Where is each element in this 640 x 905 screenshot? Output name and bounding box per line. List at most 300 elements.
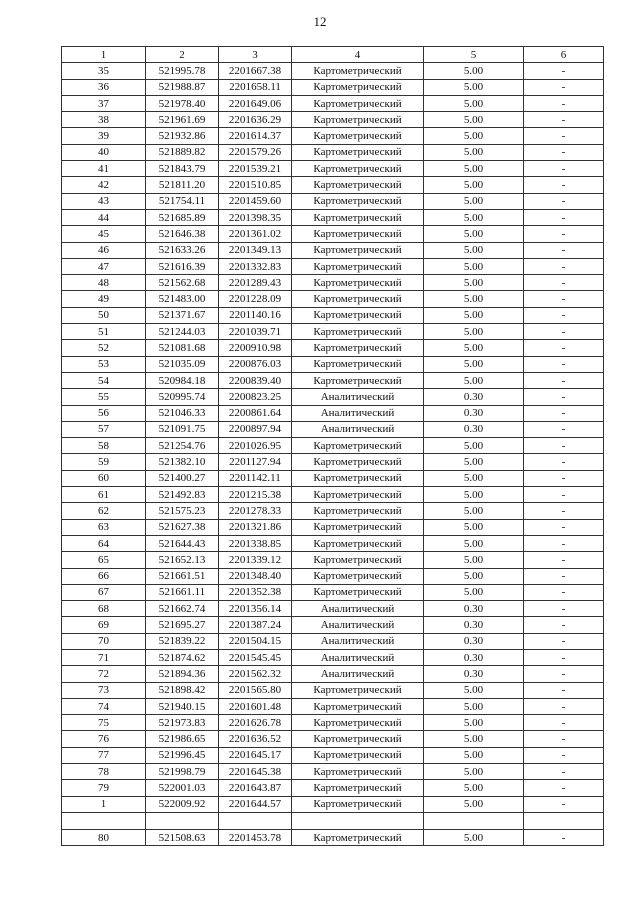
accuracy-cell: 0.30 — [424, 633, 524, 649]
y-coordinate-cell: 2201026.95 — [219, 438, 292, 454]
x-coordinate-cell: 521978.40 — [146, 95, 219, 111]
method-cell: Картометрический — [292, 682, 424, 698]
table-row — [62, 731, 604, 747]
method-cell: Картометрический — [292, 780, 424, 796]
accuracy-cell: 5.00 — [424, 698, 524, 714]
y-coordinate-cell: 2201636.29 — [219, 112, 292, 128]
table-row — [62, 63, 604, 79]
table-row — [62, 193, 604, 209]
x-coordinate-cell: 521695.27 — [146, 617, 219, 633]
note-cell: - — [524, 601, 604, 617]
x-coordinate-cell: 521995.78 — [146, 63, 219, 79]
column-header: 1 — [62, 47, 146, 63]
table-row — [62, 584, 604, 600]
y-coordinate-cell: 2200876.03 — [219, 356, 292, 372]
table-row — [62, 633, 604, 649]
method-cell: Аналитический — [292, 666, 424, 682]
note-cell: - — [524, 698, 604, 714]
method-cell: Картометрический — [292, 764, 424, 780]
y-coordinate-cell: 2201352.38 — [219, 584, 292, 600]
method-cell: Картометрический — [292, 193, 424, 209]
method-cell: Аналитический — [292, 389, 424, 405]
x-coordinate-cell: 521662.74 — [146, 601, 219, 617]
point-number-cell: 69 — [62, 617, 146, 633]
accuracy-cell: 0.30 — [424, 405, 524, 421]
x-coordinate-cell: 521685.89 — [146, 209, 219, 225]
note-cell: - — [524, 324, 604, 340]
table-row — [62, 275, 604, 291]
point-number-cell: 68 — [62, 601, 146, 617]
note-cell: - — [524, 503, 604, 519]
point-number-cell: 38 — [62, 112, 146, 128]
column-header: 2 — [146, 47, 219, 63]
accuracy-cell: 0.30 — [424, 421, 524, 437]
point-number-cell: 35 — [62, 63, 146, 79]
method-cell: Картометрический — [292, 715, 424, 731]
y-coordinate-cell: 2201215.38 — [219, 487, 292, 503]
x-coordinate-cell: 521811.20 — [146, 177, 219, 193]
y-coordinate-cell: 2201636.52 — [219, 731, 292, 747]
method-cell: Картометрический — [292, 79, 424, 95]
y-coordinate-cell: 2201614.37 — [219, 128, 292, 144]
accuracy-cell: 5.00 — [424, 519, 524, 535]
x-coordinate-cell: 521575.23 — [146, 503, 219, 519]
note-cell: - — [524, 519, 604, 535]
point-number-cell: 70 — [62, 633, 146, 649]
point-number-cell: 56 — [62, 405, 146, 421]
note-cell: - — [524, 682, 604, 698]
point-number-cell: 58 — [62, 438, 146, 454]
method-cell: Картометрический — [292, 829, 424, 845]
x-coordinate-cell: 521754.11 — [146, 193, 219, 209]
note-cell: - — [524, 470, 604, 486]
empty-cell — [292, 812, 424, 829]
x-coordinate-cell: 521998.79 — [146, 764, 219, 780]
y-coordinate-cell: 2200910.98 — [219, 340, 292, 356]
coordinates-table — [61, 46, 604, 846]
x-coordinate-cell: 521996.45 — [146, 747, 219, 763]
accuracy-cell: 5.00 — [424, 584, 524, 600]
table-row — [62, 161, 604, 177]
note-cell: - — [524, 617, 604, 633]
table-row — [62, 177, 604, 193]
x-coordinate-cell: 521562.68 — [146, 275, 219, 291]
table-row — [62, 307, 604, 323]
point-number-cell: 79 — [62, 780, 146, 796]
x-coordinate-cell: 522001.03 — [146, 780, 219, 796]
y-coordinate-cell: 2200861.64 — [219, 405, 292, 421]
y-coordinate-cell: 2201643.87 — [219, 780, 292, 796]
method-cell: Картометрический — [292, 177, 424, 193]
x-coordinate-cell: 521633.26 — [146, 242, 219, 258]
point-number-cell: 61 — [62, 487, 146, 503]
accuracy-cell: 5.00 — [424, 144, 524, 160]
y-coordinate-cell: 2201562.32 — [219, 666, 292, 682]
method-cell: Картометрический — [292, 63, 424, 79]
x-coordinate-cell: 521371.67 — [146, 307, 219, 323]
note-cell: - — [524, 161, 604, 177]
table-row — [62, 829, 604, 845]
point-number-cell: 57 — [62, 421, 146, 437]
note-cell: - — [524, 780, 604, 796]
accuracy-cell: 5.00 — [424, 715, 524, 731]
accuracy-cell: 5.00 — [424, 764, 524, 780]
accuracy-cell: 5.00 — [424, 731, 524, 747]
accuracy-cell: 5.00 — [424, 356, 524, 372]
method-cell: Картометрический — [292, 487, 424, 503]
accuracy-cell: 5.00 — [424, 568, 524, 584]
table-row — [62, 780, 604, 796]
empty-cell — [219, 812, 292, 829]
point-number-cell: 1 — [62, 796, 146, 812]
accuracy-cell: 5.00 — [424, 454, 524, 470]
y-coordinate-cell: 2201278.33 — [219, 503, 292, 519]
note-cell: - — [524, 568, 604, 584]
point-number-cell: 65 — [62, 552, 146, 568]
point-number-cell: 46 — [62, 242, 146, 258]
accuracy-cell: 5.00 — [424, 552, 524, 568]
x-coordinate-cell: 521898.42 — [146, 682, 219, 698]
point-number-cell: 55 — [62, 389, 146, 405]
point-number-cell: 77 — [62, 747, 146, 763]
point-number-cell: 42 — [62, 177, 146, 193]
y-coordinate-cell: 2201658.11 — [219, 79, 292, 95]
method-cell: Картометрический — [292, 161, 424, 177]
point-number-cell: 78 — [62, 764, 146, 780]
table-row — [62, 242, 604, 258]
x-coordinate-cell: 521986.65 — [146, 731, 219, 747]
point-number-cell: 50 — [62, 307, 146, 323]
x-coordinate-cell: 521894.36 — [146, 666, 219, 682]
x-coordinate-cell: 521646.38 — [146, 226, 219, 242]
point-number-cell: 44 — [62, 209, 146, 225]
method-cell: Картометрический — [292, 747, 424, 763]
y-coordinate-cell: 2201127.94 — [219, 454, 292, 470]
method-cell: Картометрический — [292, 291, 424, 307]
table-row — [62, 79, 604, 95]
note-cell: - — [524, 552, 604, 568]
point-number-cell: 43 — [62, 193, 146, 209]
note-cell: - — [524, 796, 604, 812]
x-coordinate-cell: 521661.11 — [146, 584, 219, 600]
note-cell: - — [524, 291, 604, 307]
y-coordinate-cell: 2201453.78 — [219, 829, 292, 845]
note-cell: - — [524, 340, 604, 356]
x-coordinate-cell: 521843.79 — [146, 161, 219, 177]
y-coordinate-cell: 2201667.38 — [219, 63, 292, 79]
table-row — [62, 503, 604, 519]
table-row — [62, 372, 604, 388]
accuracy-cell: 0.30 — [424, 666, 524, 682]
method-cell: Картометрический — [292, 258, 424, 274]
point-number-cell: 41 — [62, 161, 146, 177]
note-cell: - — [524, 584, 604, 600]
method-cell: Картометрический — [292, 535, 424, 551]
x-coordinate-cell: 521081.68 — [146, 340, 219, 356]
note-cell: - — [524, 63, 604, 79]
table-row — [62, 764, 604, 780]
y-coordinate-cell: 2201348.40 — [219, 568, 292, 584]
method-cell: Аналитический — [292, 649, 424, 665]
method-cell: Картометрический — [292, 275, 424, 291]
x-coordinate-cell: 521988.87 — [146, 79, 219, 95]
x-coordinate-cell: 520984.18 — [146, 372, 219, 388]
x-coordinate-cell: 522009.92 — [146, 796, 219, 812]
method-cell: Картометрический — [292, 242, 424, 258]
table-row — [62, 209, 604, 225]
note-cell: - — [524, 405, 604, 421]
empty-row — [62, 812, 604, 829]
table-row — [62, 128, 604, 144]
method-cell: Картометрический — [292, 226, 424, 242]
y-coordinate-cell: 2201338.85 — [219, 535, 292, 551]
y-coordinate-cell: 2201140.16 — [219, 307, 292, 323]
point-number-cell: 60 — [62, 470, 146, 486]
column-header: 5 — [424, 47, 524, 63]
method-cell: Картометрический — [292, 796, 424, 812]
accuracy-cell: 5.00 — [424, 275, 524, 291]
y-coordinate-cell: 2201579.26 — [219, 144, 292, 160]
accuracy-cell: 5.00 — [424, 95, 524, 111]
y-coordinate-cell: 2201565.80 — [219, 682, 292, 698]
point-number-cell: 36 — [62, 79, 146, 95]
y-coordinate-cell: 2200823.25 — [219, 389, 292, 405]
y-coordinate-cell: 2201142.11 — [219, 470, 292, 486]
y-coordinate-cell: 2201349.13 — [219, 242, 292, 258]
accuracy-cell: 5.00 — [424, 470, 524, 486]
note-cell: - — [524, 226, 604, 242]
x-coordinate-cell: 521889.82 — [146, 144, 219, 160]
x-coordinate-cell: 520995.74 — [146, 389, 219, 405]
note-cell: - — [524, 95, 604, 111]
point-number-cell: 37 — [62, 95, 146, 111]
point-number-cell: 47 — [62, 258, 146, 274]
empty-cell — [146, 812, 219, 829]
empty-cell — [62, 812, 146, 829]
note-cell: - — [524, 487, 604, 503]
x-coordinate-cell: 521627.38 — [146, 519, 219, 535]
y-coordinate-cell: 2201649.06 — [219, 95, 292, 111]
x-coordinate-cell: 521254.76 — [146, 438, 219, 454]
method-cell: Картометрический — [292, 128, 424, 144]
empty-cell — [524, 812, 604, 829]
method-cell: Аналитический — [292, 405, 424, 421]
note-cell: - — [524, 193, 604, 209]
y-coordinate-cell: 2201510.85 — [219, 177, 292, 193]
note-cell: - — [524, 177, 604, 193]
table-row — [62, 601, 604, 617]
point-number-cell: 74 — [62, 698, 146, 714]
accuracy-cell: 5.00 — [424, 372, 524, 388]
note-cell: - — [524, 307, 604, 323]
table-row — [62, 95, 604, 111]
note-cell: - — [524, 275, 604, 291]
y-coordinate-cell: 2201356.14 — [219, 601, 292, 617]
accuracy-cell: 5.00 — [424, 177, 524, 193]
table-row — [62, 535, 604, 551]
x-coordinate-cell: 521940.15 — [146, 698, 219, 714]
method-cell: Картометрический — [292, 470, 424, 486]
accuracy-cell: 5.00 — [424, 340, 524, 356]
note-cell: - — [524, 79, 604, 95]
x-coordinate-cell: 521035.09 — [146, 356, 219, 372]
method-cell: Картометрический — [292, 356, 424, 372]
y-coordinate-cell: 2201545.45 — [219, 649, 292, 665]
table-row — [62, 340, 604, 356]
y-coordinate-cell: 2201039.71 — [219, 324, 292, 340]
accuracy-cell: 5.00 — [424, 682, 524, 698]
accuracy-cell: 5.00 — [424, 307, 524, 323]
table-row — [62, 389, 604, 405]
accuracy-cell: 0.30 — [424, 617, 524, 633]
note-cell: - — [524, 389, 604, 405]
y-coordinate-cell: 2201228.09 — [219, 291, 292, 307]
y-coordinate-cell: 2201339.12 — [219, 552, 292, 568]
note-cell: - — [524, 649, 604, 665]
note-cell: - — [524, 715, 604, 731]
table-row — [62, 226, 604, 242]
accuracy-cell: 5.00 — [424, 242, 524, 258]
method-cell: Картометрический — [292, 144, 424, 160]
table-row — [62, 405, 604, 421]
x-coordinate-cell: 521091.75 — [146, 421, 219, 437]
point-number-cell: 39 — [62, 128, 146, 144]
method-cell: Картометрический — [292, 209, 424, 225]
accuracy-cell: 5.00 — [424, 112, 524, 128]
x-coordinate-cell: 521046.33 — [146, 405, 219, 421]
accuracy-cell: 5.00 — [424, 438, 524, 454]
table-row — [62, 421, 604, 437]
table-row — [62, 617, 604, 633]
table-header-row — [62, 47, 604, 63]
table-row — [62, 470, 604, 486]
accuracy-cell: 5.00 — [424, 780, 524, 796]
note-cell: - — [524, 372, 604, 388]
x-coordinate-cell: 521973.83 — [146, 715, 219, 731]
accuracy-cell: 5.00 — [424, 324, 524, 340]
y-coordinate-cell: 2201321.86 — [219, 519, 292, 535]
table-row — [62, 698, 604, 714]
note-cell: - — [524, 258, 604, 274]
accuracy-cell: 5.00 — [424, 79, 524, 95]
point-number-cell: 80 — [62, 829, 146, 845]
y-coordinate-cell: 2201387.24 — [219, 617, 292, 633]
x-coordinate-cell: 521961.69 — [146, 112, 219, 128]
point-number-cell: 63 — [62, 519, 146, 535]
y-coordinate-cell: 2201459.60 — [219, 193, 292, 209]
point-number-cell: 71 — [62, 649, 146, 665]
x-coordinate-cell: 521839.22 — [146, 633, 219, 649]
note-cell: - — [524, 421, 604, 437]
table-row — [62, 144, 604, 160]
x-coordinate-cell: 521492.83 — [146, 487, 219, 503]
method-cell: Аналитический — [292, 421, 424, 437]
method-cell: Картометрический — [292, 503, 424, 519]
method-cell: Картометрический — [292, 731, 424, 747]
table-row — [62, 324, 604, 340]
y-coordinate-cell: 2201626.78 — [219, 715, 292, 731]
method-cell: Картометрический — [292, 454, 424, 470]
note-cell: - — [524, 633, 604, 649]
table-row — [62, 487, 604, 503]
point-number-cell: 40 — [62, 144, 146, 160]
note-cell: - — [524, 438, 604, 454]
table-row — [62, 666, 604, 682]
point-number-cell: 67 — [62, 584, 146, 600]
method-cell: Картометрический — [292, 372, 424, 388]
y-coordinate-cell: 2201645.17 — [219, 747, 292, 763]
note-cell: - — [524, 128, 604, 144]
y-coordinate-cell: 2201539.21 — [219, 161, 292, 177]
empty-cell — [424, 812, 524, 829]
accuracy-cell: 5.00 — [424, 226, 524, 242]
column-header: 6 — [524, 47, 604, 63]
y-coordinate-cell: 2201601.48 — [219, 698, 292, 714]
x-coordinate-cell: 521400.27 — [146, 470, 219, 486]
method-cell: Картометрический — [292, 340, 424, 356]
note-cell: - — [524, 209, 604, 225]
point-number-cell: 49 — [62, 291, 146, 307]
accuracy-cell: 5.00 — [424, 535, 524, 551]
accuracy-cell: 5.00 — [424, 161, 524, 177]
point-number-cell: 48 — [62, 275, 146, 291]
y-coordinate-cell: 2201645.38 — [219, 764, 292, 780]
table-body — [62, 63, 604, 813]
method-cell: Картометрический — [292, 307, 424, 323]
column-header: 3 — [219, 47, 292, 63]
table-row — [62, 552, 604, 568]
page-number: 12 — [313, 14, 327, 29]
table-row — [62, 438, 604, 454]
note-cell: - — [524, 764, 604, 780]
table-row — [62, 291, 604, 307]
note-cell: - — [524, 242, 604, 258]
method-cell: Картометрический — [292, 438, 424, 454]
table-row — [62, 519, 604, 535]
method-cell: Картометрический — [292, 95, 424, 111]
note-cell: - — [524, 666, 604, 682]
accuracy-cell: 5.00 — [424, 63, 524, 79]
table-row — [62, 454, 604, 470]
point-number-cell: 76 — [62, 731, 146, 747]
note-cell: - — [524, 731, 604, 747]
table-row — [62, 715, 604, 731]
point-number-cell: 53 — [62, 356, 146, 372]
accuracy-cell: 5.00 — [424, 258, 524, 274]
accuracy-cell: 5.00 — [424, 747, 524, 763]
x-coordinate-cell: 521644.43 — [146, 535, 219, 551]
method-cell: Картометрический — [292, 112, 424, 128]
accuracy-cell: 5.00 — [424, 128, 524, 144]
accuracy-cell: 5.00 — [424, 796, 524, 812]
accuracy-cell: 0.30 — [424, 389, 524, 405]
method-cell: Картометрический — [292, 568, 424, 584]
note-cell: - — [524, 747, 604, 763]
point-number-cell: 54 — [62, 372, 146, 388]
table-row — [62, 682, 604, 698]
point-number-cell: 72 — [62, 666, 146, 682]
accuracy-cell: 0.30 — [424, 601, 524, 617]
accuracy-cell: 5.00 — [424, 487, 524, 503]
point-number-cell: 75 — [62, 715, 146, 731]
note-cell: - — [524, 112, 604, 128]
x-coordinate-cell: 521874.62 — [146, 649, 219, 665]
point-number-cell: 64 — [62, 535, 146, 551]
method-cell: Аналитический — [292, 633, 424, 649]
y-coordinate-cell: 2200839.40 — [219, 372, 292, 388]
method-cell: Картометрический — [292, 698, 424, 714]
y-coordinate-cell: 2200897.94 — [219, 421, 292, 437]
